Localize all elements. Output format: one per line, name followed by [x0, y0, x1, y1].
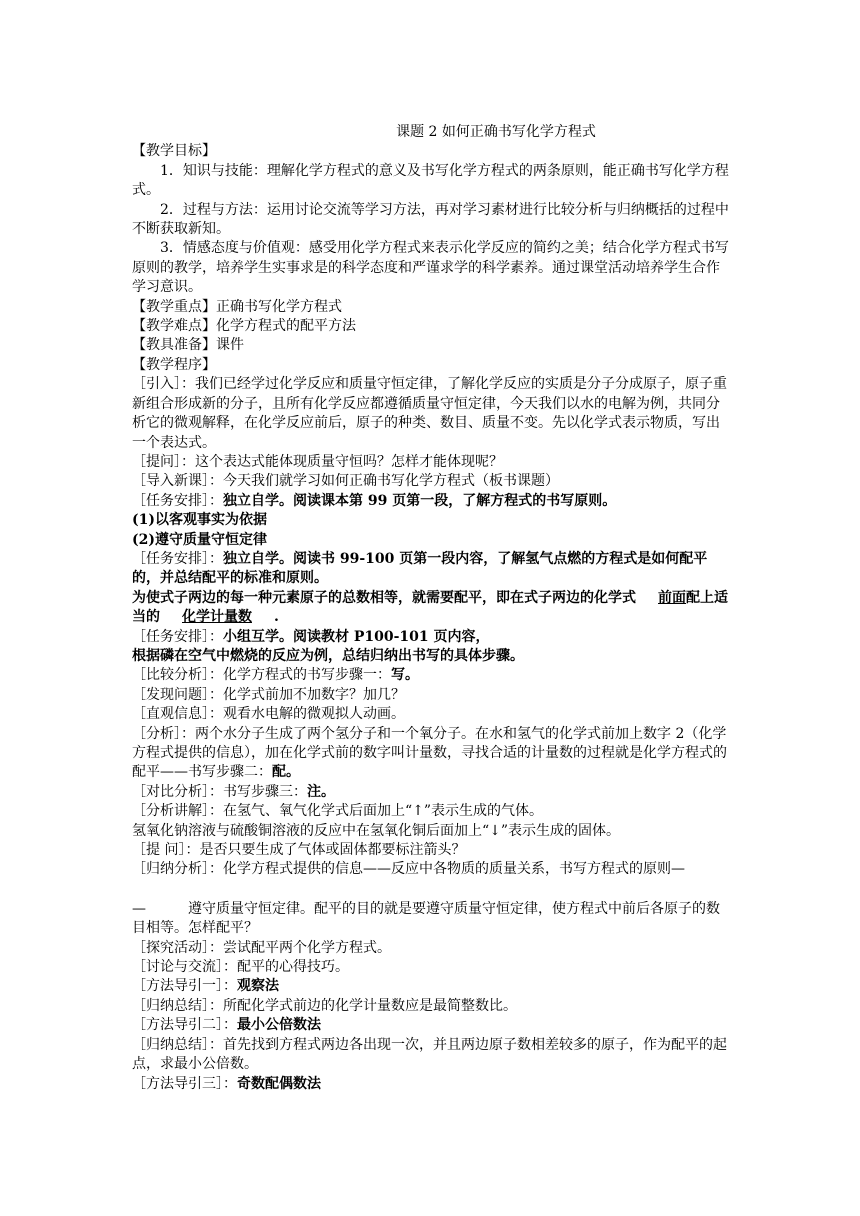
new-lesson-line [132, 472, 730, 491]
line-label: ［归纳总结］： [132, 997, 223, 1014]
task-line-1 [132, 492, 730, 511]
line-label: ［归纳总结］： [132, 1036, 223, 1053]
discuss-line [132, 958, 730, 977]
conclusion-line-2 [132, 1036, 730, 1075]
task-line-3 [132, 628, 730, 647]
explain-line-cont: 氢氧化钠溶液与硫酸铜溶液的反应中在氢氧化铜后面加上“↓”表示生成的固体。 [132, 822, 621, 839]
method-name: 最小公倍数法 [237, 1017, 321, 1034]
line-text: 配上适当的 [132, 589, 728, 626]
line-text: 化学式前加不加数字？加几？ [223, 686, 405, 703]
fill-blank-1 [636, 590, 686, 606]
line-label: ［方法导引三］： [132, 1075, 237, 1092]
line-text: 为使式子两边的每一种元素原子的总数相等，就需要配平，即在式子两边的化学式 [132, 589, 636, 606]
key-point [132, 298, 730, 317]
line-text: 在氢气、氧气化学式后面加上“↑”表示生成的气体。 [223, 803, 544, 820]
line-label: ［探究活动］： [132, 939, 223, 956]
principle-1: (1)以客观事实为依据 [132, 512, 267, 529]
principle-2: (2)遵守质量守恒定律 [132, 531, 267, 548]
key-point-label: 【教学重点】 [132, 298, 216, 315]
explore-line [132, 939, 730, 958]
page-title: 课题 2 如何正确书写化学方程式 [396, 124, 596, 140]
difficulty-text: 化学方程式的配平方法 [216, 318, 356, 335]
line-text: 尝试配平两个化学方程式。 [223, 939, 391, 956]
line-text: 遵守质量守恒定律。配平的目的就是要遵守质量守恒定律，使方程式中前后各原子的数目相等。怎样配平？ [132, 900, 720, 937]
line-label: ［任务安排］： [132, 628, 223, 645]
visual-info-line [132, 705, 730, 724]
line-text: 小组互学。阅读教材 P100-101 页内容， [223, 628, 490, 645]
line-text: 独立自学。阅读课本第 99 页第一段，了解方程式的书写原则。 [223, 492, 617, 509]
conclusion-line-1 [132, 997, 730, 1016]
fill-blank-2 [160, 609, 274, 625]
line-label: ［分析］： [132, 725, 195, 742]
line-label: ［直观信息］： [132, 706, 223, 723]
contrast-line [132, 783, 730, 802]
line-text: 配平的心得技巧。 [237, 959, 349, 976]
task-line-2 [132, 550, 730, 589]
objectives-heading: 【教学目标】 [132, 143, 216, 160]
method-2-line [132, 1016, 730, 1035]
method-name: 观察法 [237, 978, 279, 995]
line-text: 化学方程式提供的信息——反应中各物质的质量关系，书写方程式的原则— [223, 861, 685, 878]
line-label: ［发现问题］： [132, 686, 223, 703]
line-label: ［分析讲解］： [132, 803, 223, 820]
step-word: 写。 [391, 667, 419, 684]
line-text: 今天我们就学习如何正确书写化学方程式（板书课题） [223, 473, 559, 490]
line-label: ［引入］： [132, 376, 195, 393]
line-dash: — [132, 900, 146, 917]
materials [132, 336, 730, 355]
analysis-line [132, 725, 730, 783]
line-text: 所配化学式前边的化学计量数应是最简整数比。 [223, 997, 517, 1014]
line-label: ［对比分析］： [132, 783, 223, 800]
blank-answer: 前面 [658, 589, 686, 606]
line-label: ［导入新课］： [132, 473, 223, 490]
document-page [132, 123, 730, 1094]
line-text: 首先找到方程式两边各出现一次，并且两边原子数相差较多的原子，作为配平的起点，求最小公倍数。 [132, 1036, 727, 1073]
difficulty [132, 317, 730, 336]
explain-line [132, 802, 730, 821]
materials-label: 【教具准备】 [132, 337, 216, 354]
materials-text: 课件 [216, 337, 244, 354]
objective-1: 1．知识与技能：理解化学方程式的意义及书写化学方程式的两条原则，能正确书写化学方程式。 [132, 162, 729, 199]
line-text: . [274, 609, 279, 626]
procedure-heading: 【教学程序】 [132, 356, 216, 373]
line-text: 书写步骤三： [223, 783, 307, 800]
problem-line [132, 686, 730, 705]
method-3-line [132, 1075, 730, 1094]
blank-answer: 化学计量数 [182, 609, 252, 626]
objective-3: 3．情感态度与价值观：感受用化学方程式来表示化学反应的简约之美；结合化学方程式书写原则的教学，培养学生实事求是的科学态度和严谨求学的科学素养。通过课堂活动培养学生合作学习意识。 [132, 240, 729, 296]
line-text: 这个表达式能体现质量守恒吗？怎样才能体现呢？ [195, 453, 503, 470]
intro-line [132, 375, 730, 453]
question-line [132, 453, 730, 472]
method-1-line [132, 977, 730, 996]
difficulty-label: 【教学难点】 [132, 318, 216, 335]
line-label: ［方法导引二］： [132, 1017, 237, 1034]
line-label: ［方法导引一］： [132, 978, 237, 995]
fill-in-line [132, 589, 730, 628]
task-line-3-cont: 根据磷在空气中燃烧的反应为例，总结归纳出书写的具体步骤。 [132, 647, 524, 664]
method-name: 奇数配偶数法 [237, 1075, 321, 1092]
line-text: 我们已经学过化学反应和质量守恒定律，了解化学反应的实质是分子分成原子，原子重新组合形成新的分子，且所有化学反应都遵循质量守恒定律，今天我们以水的电解为例，共同分析它的微观解释，在化学反应前后，原子的种类、数目、质量不变。先以化学式表示物质，写出一个表达式。 [132, 376, 727, 451]
step-word: 配。 [272, 764, 300, 781]
line-text: 观看水电解的微观拟人动画。 [223, 706, 405, 723]
line-label: ［比较分析］： [132, 667, 223, 684]
line-label: ［任务安排］： [132, 550, 223, 567]
line-label: ［提问］： [132, 453, 195, 470]
summary-line [132, 860, 730, 879]
objective-2: 2．过程与方法：运用讨论交流等学习方法，再对学习素材进行比较分析与归纳概括的过程中不断获取新知。 [132, 201, 729, 238]
summary-line-cont [132, 900, 730, 939]
line-text: 独立自学。阅读书 99-100 页第一段内容，了解氢气点燃的方程式是如何配平的，并总结配平的标准和原则。 [132, 550, 708, 587]
line-text: 化学方程式的书写步骤一： [223, 667, 391, 684]
question-line-2 [132, 841, 730, 860]
line-label: ［任务安排］： [132, 492, 223, 509]
compare-line [132, 666, 730, 685]
line-text: 是否只要生成了气体或固体都要标注箭头？ [199, 842, 466, 859]
line-label: ［归纳分析］： [132, 861, 223, 878]
step-word: 注。 [307, 783, 335, 800]
line-label: ［提 问］： [132, 842, 200, 859]
key-point-text: 正确书写化学方程式 [216, 298, 342, 315]
line-label: ［讨论与交流］： [132, 959, 237, 976]
line-text: 两个水分子生成了两个氢分子和一个氧分子。在水和氢气的化学式前加上数字 2（化学方程式提供的信息），加在化学式前的数字叫计量数，寻找合适的计量数的过程就是化学方程式的配平——书写步骤二： [132, 725, 727, 781]
